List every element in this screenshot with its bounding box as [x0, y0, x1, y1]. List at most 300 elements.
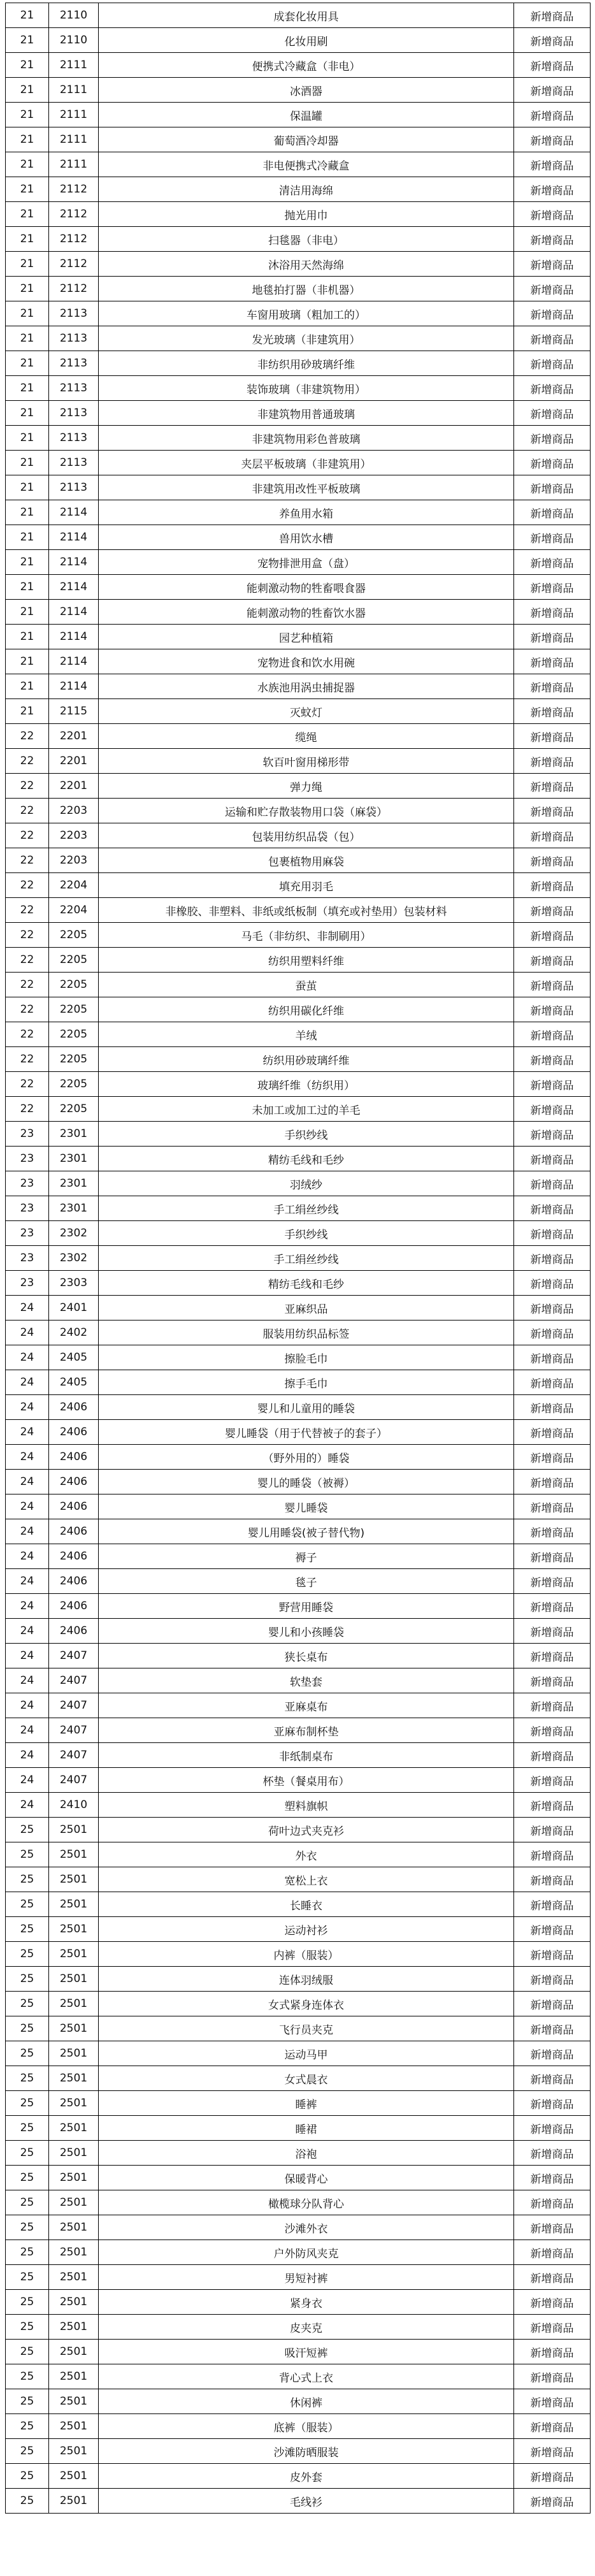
group-number-cell: 2501	[49, 2240, 99, 2265]
goods-name-cell: 精纺毛线和毛纱	[99, 1147, 514, 1171]
class-number-cell: 25	[6, 2414, 49, 2439]
goods-name-cell: 毛线衫	[99, 2489, 514, 2514]
class-number-cell: 22	[6, 848, 49, 873]
status-cell: 新增商品	[514, 1470, 591, 1494]
goods-name-cell: 冰酒器	[99, 78, 514, 103]
goods-name-cell: 女式紧身连体衣	[99, 1992, 514, 2016]
group-number-cell: 2203	[49, 848, 99, 873]
table-row	[6, 774, 591, 799]
group-number-cell: 2501	[49, 2389, 99, 2414]
status-cell: 新增商品	[514, 2389, 591, 2414]
class-number-cell: 24	[6, 1793, 49, 1818]
table-row	[6, 1122, 591, 1147]
class-number-cell: 25	[6, 2141, 49, 2166]
table-row	[6, 78, 591, 103]
goods-name-cell: 婴儿的睡袋（被褥）	[99, 1470, 514, 1494]
goods-name-cell: 填充用羽毛	[99, 873, 514, 898]
table-row	[6, 1246, 591, 1271]
status-cell: 新增商品	[514, 451, 591, 475]
table-row	[6, 1842, 591, 1867]
status-cell: 新增商品	[514, 1743, 591, 1768]
group-number-cell: 2501	[49, 2116, 99, 2141]
goods-name-cell: 婴儿和小孩睡袋	[99, 1619, 514, 1644]
status-cell: 新增商品	[514, 3, 591, 28]
group-number-cell: 2115	[49, 699, 99, 724]
goods-name-cell: 成套化妆用具	[99, 3, 514, 28]
status-cell: 新增商品	[514, 227, 591, 252]
group-number-cell: 2111	[49, 103, 99, 127]
class-number-cell: 21	[6, 600, 49, 625]
goods-name-cell: 软垫套	[99, 1668, 514, 1693]
group-number-cell: 2114	[49, 525, 99, 550]
table-row	[6, 2016, 591, 2041]
class-number-cell: 25	[6, 2265, 49, 2290]
status-cell: 新增商品	[514, 2489, 591, 2514]
status-cell: 新增商品	[514, 1917, 591, 1942]
status-cell: 新增商品	[514, 2116, 591, 2141]
class-number-cell: 21	[6, 699, 49, 724]
status-cell: 新增商品	[514, 600, 591, 625]
table-row	[6, 1445, 591, 1470]
table-row	[6, 202, 591, 227]
group-number-cell: 2203	[49, 823, 99, 848]
class-number-cell: 21	[6, 326, 49, 351]
status-cell: 新增商品	[514, 301, 591, 326]
goods-name-cell: 夹层平板玻璃（非建筑用）	[99, 451, 514, 475]
class-number-cell: 21	[6, 152, 49, 177]
table-row	[6, 1321, 591, 1345]
class-number-cell: 21	[6, 674, 49, 699]
status-cell: 新增商品	[514, 1967, 591, 1992]
table-row	[6, 1942, 591, 1967]
table-row	[6, 351, 591, 376]
class-number-cell: 22	[6, 948, 49, 973]
class-number-cell: 25	[6, 2340, 49, 2364]
goods-name-cell: 纺织用碳化纤维	[99, 997, 514, 1022]
status-cell: 新增商品	[514, 53, 591, 78]
class-number-cell: 22	[6, 973, 49, 997]
class-number-cell: 22	[6, 724, 49, 749]
group-number-cell: 2205	[49, 1022, 99, 1047]
goods-name-cell: 运动马甲	[99, 2041, 514, 2066]
table-row	[6, 326, 591, 351]
class-number-cell: 25	[6, 2389, 49, 2414]
status-cell: 新增商品	[514, 152, 591, 177]
group-number-cell: 2111	[49, 152, 99, 177]
group-number-cell: 2406	[49, 1395, 99, 1420]
table-row	[6, 2489, 591, 2514]
status-cell: 新增商品	[514, 202, 591, 227]
goods-name-cell: 宠物排泄用盒（盘）	[99, 550, 514, 575]
group-number-cell: 2113	[49, 451, 99, 475]
class-number-cell: 22	[6, 923, 49, 948]
class-number-cell: 24	[6, 1619, 49, 1644]
class-number-cell: 21	[6, 252, 49, 277]
status-cell: 新增商品	[514, 1818, 591, 1842]
table-row	[6, 1793, 591, 1818]
status-cell: 新增商品	[514, 898, 591, 923]
table-row	[6, 799, 591, 823]
status-cell: 新增商品	[514, 1992, 591, 2016]
table-row	[6, 227, 591, 252]
class-number-cell: 22	[6, 823, 49, 848]
group-number-cell: 2114	[49, 625, 99, 649]
table-row	[6, 2464, 591, 2489]
group-number-cell: 2401	[49, 1296, 99, 1321]
goods-name-cell: 地毯拍打器（非机器）	[99, 277, 514, 301]
status-cell: 新增商品	[514, 848, 591, 873]
goods-name-cell: 擦手毛巾	[99, 1370, 514, 1395]
table-row	[6, 426, 591, 451]
class-number-cell: 25	[6, 1917, 49, 1942]
group-number-cell: 2407	[49, 1668, 99, 1693]
group-number-cell: 2110	[49, 28, 99, 53]
status-cell: 新增商品	[514, 2265, 591, 2290]
table-row	[6, 1097, 591, 1122]
group-number-cell: 2201	[49, 724, 99, 749]
group-number-cell: 2205	[49, 948, 99, 973]
goods-name-cell: 兽用饮水槽	[99, 525, 514, 550]
status-cell: 新增商品	[514, 426, 591, 451]
group-number-cell: 2406	[49, 1544, 99, 1569]
class-number-cell: 25	[6, 2116, 49, 2141]
goods-name-cell: 蚕茧	[99, 973, 514, 997]
group-number-cell: 2501	[49, 1892, 99, 1917]
table-row	[6, 127, 591, 152]
status-cell: 新增商品	[514, 277, 591, 301]
table-row	[6, 177, 591, 202]
class-number-cell: 21	[6, 28, 49, 53]
group-number-cell: 2501	[49, 1842, 99, 1867]
class-number-cell: 21	[6, 426, 49, 451]
class-number-cell: 24	[6, 1718, 49, 1743]
goods-name-cell: 发光玻璃（非建筑用）	[99, 326, 514, 351]
goods-name-cell: 非建筑用改性平板玻璃	[99, 475, 514, 500]
class-number-cell: 25	[6, 1967, 49, 1992]
table-row	[6, 674, 591, 699]
goods-name-cell: （野外用的）睡袋	[99, 1445, 514, 1470]
class-number-cell: 22	[6, 774, 49, 799]
status-cell: 新增商品	[514, 1321, 591, 1345]
table-row	[6, 301, 591, 326]
class-number-cell: 25	[6, 1842, 49, 1867]
group-number-cell: 2301	[49, 1122, 99, 1147]
class-number-cell: 25	[6, 1818, 49, 1842]
group-number-cell: 2501	[49, 1917, 99, 1942]
goods-name-cell: 亚麻织品	[99, 1296, 514, 1321]
group-number-cell: 2205	[49, 1047, 99, 1072]
table-row	[6, 475, 591, 500]
table-row	[6, 1867, 591, 1892]
goods-name-cell: 婴儿睡袋	[99, 1494, 514, 1519]
table-row	[6, 2141, 591, 2166]
status-cell: 新增商品	[514, 575, 591, 600]
class-number-cell: 22	[6, 1072, 49, 1097]
goods-name-cell: 弹力绳	[99, 774, 514, 799]
table-row	[6, 500, 591, 525]
status-cell: 新增商品	[514, 2340, 591, 2364]
status-cell: 新增商品	[514, 2240, 591, 2265]
group-number-cell: 2407	[49, 1718, 99, 1743]
table-row	[6, 2290, 591, 2315]
class-number-cell: 22	[6, 1022, 49, 1047]
group-number-cell: 2406	[49, 1420, 99, 1445]
group-number-cell: 2501	[49, 2315, 99, 2340]
table-row	[6, 2414, 591, 2439]
status-cell: 新增商品	[514, 873, 591, 898]
class-number-cell: 21	[6, 3, 49, 28]
group-number-cell: 2301	[49, 1171, 99, 1196]
group-number-cell: 2501	[49, 2190, 99, 2215]
class-number-cell: 25	[6, 2364, 49, 2389]
class-number-cell: 21	[6, 227, 49, 252]
status-cell: 新增商品	[514, 1644, 591, 1668]
class-number-cell: 24	[6, 1644, 49, 1668]
table-row	[6, 152, 591, 177]
group-number-cell: 2302	[49, 1246, 99, 1271]
table-row	[6, 53, 591, 78]
class-number-cell: 25	[6, 2190, 49, 2215]
status-cell: 新增商品	[514, 1594, 591, 1619]
class-number-cell: 24	[6, 1420, 49, 1445]
goods-name-cell: 吸汗短裤	[99, 2340, 514, 2364]
table-row	[6, 1668, 591, 1693]
class-number-cell: 25	[6, 2041, 49, 2066]
table-row	[6, 1470, 591, 1494]
table-row	[6, 525, 591, 550]
class-number-cell: 25	[6, 2166, 49, 2190]
status-cell: 新增商品	[514, 2091, 591, 2116]
class-number-cell: 21	[6, 127, 49, 152]
goods-name-cell: 沙滩外衣	[99, 2215, 514, 2240]
table-row	[6, 973, 591, 997]
class-number-cell: 21	[6, 53, 49, 78]
table-row	[6, 1892, 591, 1917]
table-row	[6, 1147, 591, 1171]
goods-name-cell: 养鱼用水箱	[99, 500, 514, 525]
status-cell: 新增商品	[514, 1296, 591, 1321]
goods-name-cell: 女式晨衣	[99, 2066, 514, 2091]
table-row	[6, 2215, 591, 2240]
group-number-cell: 2205	[49, 997, 99, 1022]
goods-name-cell: 马毛（非纺织、非制刷用）	[99, 923, 514, 948]
table-row	[6, 1917, 591, 1942]
status-cell: 新增商品	[514, 2016, 591, 2041]
class-number-cell: 21	[6, 401, 49, 426]
status-cell: 新增商品	[514, 1395, 591, 1420]
status-cell: 新增商品	[514, 1072, 591, 1097]
group-number-cell: 2204	[49, 873, 99, 898]
group-number-cell: 2406	[49, 1494, 99, 1519]
goods-name-cell: 亚麻布制杯垫	[99, 1718, 514, 1743]
goods-name-cell: 沙滩防晒服装	[99, 2439, 514, 2464]
class-number-cell: 25	[6, 2439, 49, 2464]
group-number-cell: 2113	[49, 475, 99, 500]
group-number-cell: 2501	[49, 2364, 99, 2389]
goods-name-cell: 保温罐	[99, 103, 514, 127]
group-number-cell: 2201	[49, 749, 99, 774]
table-row	[6, 376, 591, 401]
goods-name-cell: 野营用睡袋	[99, 1594, 514, 1619]
goods-name-cell: 户外防风夹克	[99, 2240, 514, 2265]
class-number-cell: 22	[6, 749, 49, 774]
status-cell: 新增商品	[514, 823, 591, 848]
class-number-cell: 24	[6, 1321, 49, 1345]
goods-name-cell: 运输和贮存散装物用口袋（麻袋）	[99, 799, 514, 823]
status-cell: 新增商品	[514, 1768, 591, 1793]
class-number-cell: 21	[6, 301, 49, 326]
table-row	[6, 649, 591, 674]
goods-name-cell: 玻璃纤维（纺织用）	[99, 1072, 514, 1097]
status-cell: 新增商品	[514, 2364, 591, 2389]
status-cell: 新增商品	[514, 103, 591, 127]
group-number-cell: 2407	[49, 1768, 99, 1793]
goods-name-cell: 纺织用塑料纤维	[99, 948, 514, 973]
table-row	[6, 1271, 591, 1296]
table-row	[6, 724, 591, 749]
table-row	[6, 1718, 591, 1743]
status-cell: 新增商品	[514, 1345, 591, 1370]
table-row	[6, 1768, 591, 1793]
class-number-cell: 21	[6, 202, 49, 227]
status-cell: 新增商品	[514, 2066, 591, 2091]
group-number-cell: 2113	[49, 376, 99, 401]
status-cell: 新增商品	[514, 2464, 591, 2489]
goods-name-cell: 荷叶边式夹克衫	[99, 1818, 514, 1842]
goods-name-cell: 缆绳	[99, 724, 514, 749]
class-number-cell: 22	[6, 1047, 49, 1072]
goods-name-cell: 包裹植物用麻袋	[99, 848, 514, 873]
class-number-cell: 21	[6, 277, 49, 301]
group-number-cell: 2406	[49, 1594, 99, 1619]
table-row	[6, 2116, 591, 2141]
group-number-cell: 2410	[49, 1793, 99, 1818]
status-cell: 新增商品	[514, 78, 591, 103]
goods-name-cell: 连体羽绒服	[99, 1967, 514, 1992]
status-cell: 新增商品	[514, 2166, 591, 2190]
goods-name-cell: 扫毯器（非电）	[99, 227, 514, 252]
goods-name-cell: 婴儿睡袋（用于代替被子的套子）	[99, 1420, 514, 1445]
group-number-cell: 2114	[49, 649, 99, 674]
goods-name-cell: 非橡胶、非塑料、非纸或纸板制（填充或衬垫用）包装材料	[99, 898, 514, 923]
group-number-cell: 2114	[49, 674, 99, 699]
goods-name-cell: 服装用纺织品标签	[99, 1321, 514, 1345]
status-cell: 新增商品	[514, 749, 591, 774]
goods-name-cell: 灭蚊灯	[99, 699, 514, 724]
group-number-cell: 2501	[49, 2066, 99, 2091]
class-number-cell: 23	[6, 1147, 49, 1171]
group-number-cell: 2114	[49, 600, 99, 625]
goods-name-cell: 装饰玻璃（非建筑物用）	[99, 376, 514, 401]
group-number-cell: 2501	[49, 2340, 99, 2364]
class-number-cell: 25	[6, 1867, 49, 1892]
status-cell: 新增商品	[514, 1569, 591, 1594]
status-cell: 新增商品	[514, 1420, 591, 1445]
status-cell: 新增商品	[514, 649, 591, 674]
table-row	[6, 3, 591, 28]
status-cell: 新增商品	[514, 177, 591, 202]
status-cell: 新增商品	[514, 1022, 591, 1047]
group-number-cell: 2113	[49, 426, 99, 451]
class-number-cell: 24	[6, 1345, 49, 1370]
group-number-cell: 2501	[49, 2414, 99, 2439]
class-number-cell: 25	[6, 2066, 49, 2091]
table-row	[6, 401, 591, 426]
goods-name-cell: 背心式上衣	[99, 2364, 514, 2389]
goods-name-cell: 褥子	[99, 1544, 514, 1569]
class-number-cell: 24	[6, 1470, 49, 1494]
goods-name-cell: 非建筑物用普通玻璃	[99, 401, 514, 426]
status-cell: 新增商品	[514, 674, 591, 699]
goods-name-cell: 宠物进食和饮水用碗	[99, 649, 514, 674]
goods-name-cell: 手工绢丝纱线	[99, 1246, 514, 1271]
group-number-cell: 2205	[49, 973, 99, 997]
group-number-cell: 2407	[49, 1693, 99, 1718]
status-cell: 新增商品	[514, 625, 591, 649]
class-number-cell: 24	[6, 1668, 49, 1693]
group-number-cell: 2405	[49, 1370, 99, 1395]
goods-name-cell: 睡裙	[99, 2116, 514, 2141]
group-number-cell: 2406	[49, 1470, 99, 1494]
status-cell: 新增商品	[514, 550, 591, 575]
group-number-cell: 2112	[49, 252, 99, 277]
status-cell: 新增商品	[514, 1793, 591, 1818]
goods-name-cell: 非纸制桌布	[99, 1743, 514, 1768]
status-cell: 新增商品	[514, 1544, 591, 1569]
class-number-cell: 25	[6, 2215, 49, 2240]
group-number-cell: 2113	[49, 351, 99, 376]
class-number-cell: 23	[6, 1221, 49, 1246]
table-row	[6, 1196, 591, 1221]
goods-name-cell: 葡萄酒冷却器	[99, 127, 514, 152]
class-number-cell: 21	[6, 376, 49, 401]
goods-name-cell: 手织纱线	[99, 1221, 514, 1246]
class-number-cell: 25	[6, 2091, 49, 2116]
table-row	[6, 1494, 591, 1519]
group-number-cell: 2501	[49, 2141, 99, 2166]
group-number-cell: 2407	[49, 1743, 99, 1768]
table-row	[6, 823, 591, 848]
status-cell: 新增商品	[514, 1171, 591, 1196]
status-cell: 新增商品	[514, 2315, 591, 2340]
class-number-cell: 24	[6, 1494, 49, 1519]
class-number-cell: 21	[6, 500, 49, 525]
goods-name-cell: 软百叶窗用梯形带	[99, 749, 514, 774]
group-number-cell: 2112	[49, 177, 99, 202]
table-row	[6, 873, 591, 898]
class-number-cell: 21	[6, 78, 49, 103]
group-number-cell: 2402	[49, 1321, 99, 1345]
goods-name-cell: 手工绢丝纱线	[99, 1196, 514, 1221]
status-cell: 新增商品	[514, 2141, 591, 2166]
status-cell: 新增商品	[514, 699, 591, 724]
class-number-cell: 25	[6, 2489, 49, 2514]
table-row	[6, 1619, 591, 1644]
table-row	[6, 2041, 591, 2066]
group-number-cell: 2112	[49, 227, 99, 252]
goods-name-cell: 化妆用刷	[99, 28, 514, 53]
table-row	[6, 1992, 591, 2016]
group-number-cell: 2303	[49, 1271, 99, 1296]
table-row	[6, 1519, 591, 1544]
goods-name-cell: 狭长桌布	[99, 1644, 514, 1668]
table-row	[6, 1221, 591, 1246]
table-row	[6, 625, 591, 649]
class-number-cell: 21	[6, 649, 49, 674]
table-row	[6, 2315, 591, 2340]
class-number-cell: 24	[6, 1569, 49, 1594]
group-number-cell: 2501	[49, 2439, 99, 2464]
